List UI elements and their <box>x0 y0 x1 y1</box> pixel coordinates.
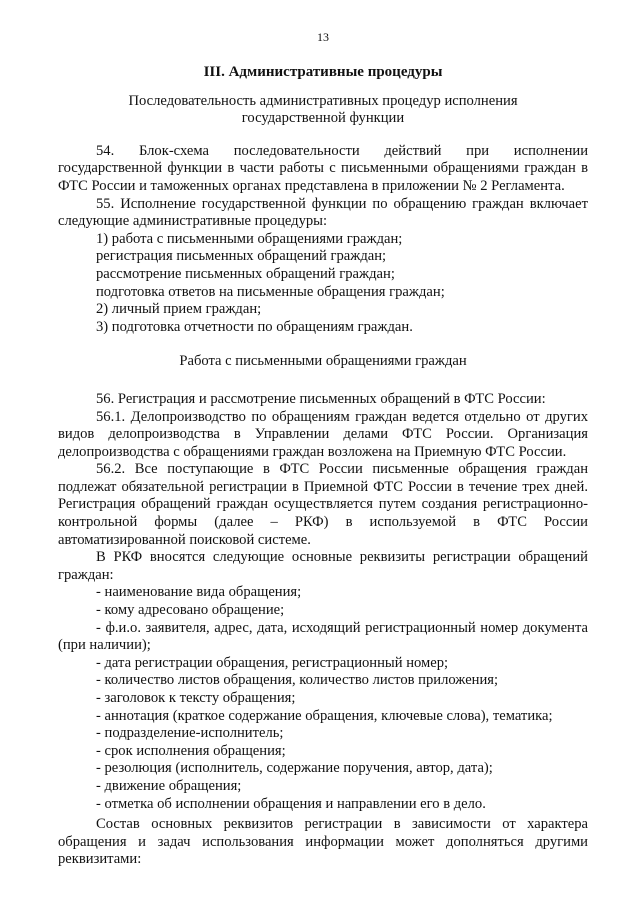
paragraph-55: 55. Исполнение государственной функции по обращению граждан включает следующие административные процедуры: <box>58 195 588 230</box>
procedures-list <box>58 231 588 337</box>
list-item: - резолюция (исполнитель, содержание поручения, автор, дата); <box>96 760 493 777</box>
list-item: 1) работа с письменными обращениями граждан; <box>96 230 403 247</box>
list-item: - заголовок к тексту обращения; <box>96 690 296 706</box>
list-item: 3) подготовка отчетности по обращениям граждан. <box>96 318 413 335</box>
list-item: - наименование вида обращения; <box>96 584 302 601</box>
paragraph-final: Состав основных реквизитов регистрации в зависимости от характера обращения и задач использования информации может дополняться другими реквизитами: <box>58 816 588 868</box>
list-item: - срок исполнения обращения; <box>96 742 286 759</box>
list-item: - подразделение-исполнитель; <box>96 725 284 742</box>
list-item: - аннотация (краткое содержание обращения, ключевые слова), тематика; <box>96 707 553 724</box>
paragraph-56-2: 56.2. Все поступающие в ФТС России письменные обращения граждан подлежат обязательной регистрации в Приемной ФТС России в течение трех дней. Регистрация обращений граждан осуществляется путем создания регистрационно-контрольной формы (далее – РКФ) в используемой в ФТС России автоматизированной поисковой системе. <box>58 461 588 548</box>
list-item: - количество листов обращения, количество листов приложения; <box>96 672 499 689</box>
list-item: - отметка об исполнении обращения и направлении его в дело. <box>96 795 486 812</box>
list-item: подготовка ответов на письменные обращения граждан; <box>96 283 445 300</box>
list-item: - кому адресовано обращение; <box>96 602 285 619</box>
requisites-list <box>58 584 588 813</box>
list-item: регистрация письменных обращений граждан; <box>96 248 387 265</box>
paragraph-54: 54. Блок-схема последовательности действий при исполнении государственной функции в части работы с письменными обращениями граждан в ФТС России и таможенных органах представлена в приложении № 2 Регламента. <box>58 142 588 194</box>
paragraph-56-1: 56.1. Делопроизводство по обращениям граждан ведется отдельно от других видов делопроизводства в Управлении делами ФТС России. Организация делопроизводства с обращениями граждан возложена на Приемную ФТС России. <box>58 408 588 460</box>
list-item: - дата регистрации обращения, регистрационный номер; <box>96 654 449 671</box>
list-item: - движение обращения; <box>96 777 242 794</box>
list-item: рассмотрение письменных обращений граждан; <box>96 265 395 282</box>
list-item: 2) личный прием граждан; <box>96 301 262 318</box>
page-number: 13 <box>317 30 329 44</box>
section-subtitle: Последовательность административных процедур исполнения государственной функции <box>128 92 518 127</box>
list-item: - ф.и.о. заявителя, адрес, дата, исходящий регистрационный номер документа (при наличии); <box>58 619 588 654</box>
section-title: III. Административные процедуры <box>203 64 443 80</box>
paragraph-56: 56. Регистрация и рассмотрение письменных обращений в ФТС России: <box>96 390 546 407</box>
paragraph-rkf: В РКФ вносятся следующие основные реквизиты регистрации обращений граждан: <box>58 549 588 583</box>
subheading: Работа с письменными обращениями граждан <box>179 353 467 370</box>
